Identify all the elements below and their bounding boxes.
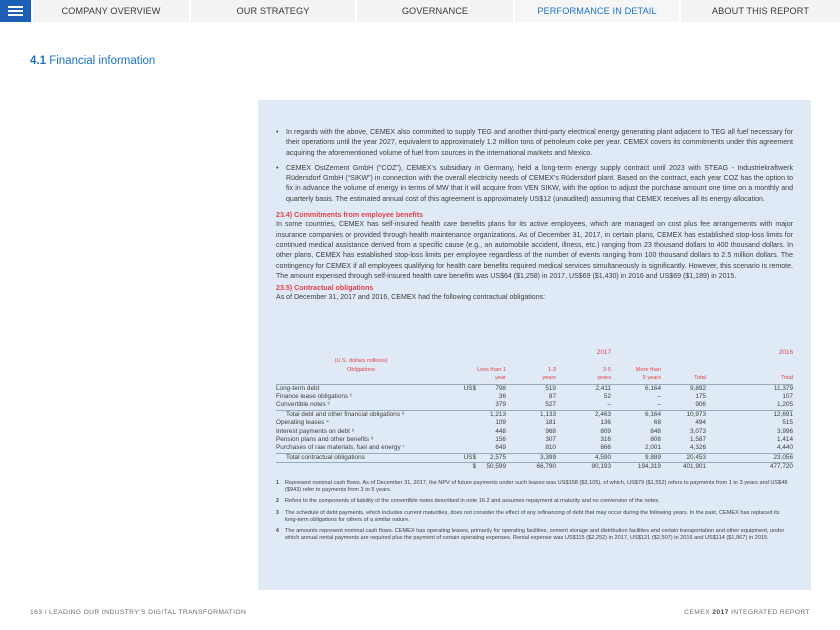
cell-cur [446, 419, 476, 427]
cell-total: 1,587 [690, 436, 706, 444]
table-row [276, 463, 793, 472]
cell-total16: 1,205 [777, 401, 793, 409]
cell-total16: 11,379 [773, 384, 793, 392]
row-label: Total contractual obligations [276, 453, 446, 462]
cell-total16: 12,691 [748, 410, 793, 419]
footnote-number: 2 [276, 498, 279, 505]
footer-year: 2017 [712, 609, 729, 616]
page-number: 163 [30, 609, 43, 616]
year-2016-header: 2016 [778, 349, 793, 356]
cell-y35: 316 [600, 436, 611, 444]
cell-total: 9,892 [690, 384, 706, 392]
cell-total16: 23,056 [748, 453, 793, 462]
tab-our-strategy[interactable]: OUR STRATEGY [191, 0, 355, 22]
cell-lt1: 448 [495, 427, 506, 435]
cell-gt5: 68 [653, 419, 661, 427]
cell-y13: 527 [545, 401, 556, 409]
cell-cur: US$ [463, 384, 476, 392]
col-35-header-2: years [597, 375, 611, 382]
cell-cur: $ [446, 463, 476, 472]
cell-y35: 4,590 [556, 453, 611, 462]
cell-gt5: 194,319 [611, 463, 661, 472]
cell-y13: 3,399 [506, 453, 556, 462]
table-row [276, 444, 793, 453]
col-gt5-header: More than [635, 366, 661, 373]
cell-total: 175 [695, 393, 706, 401]
cell-gt5: 808 [650, 436, 661, 444]
cell-lt1: 36 [498, 393, 506, 401]
obligations-header: Obligations [347, 366, 375, 373]
cell-cur [446, 428, 476, 436]
col-13-header: 1-3 [547, 366, 556, 373]
cell-gt5: 848 [650, 427, 661, 435]
col-gt5-header-2: 5 years [642, 375, 661, 382]
cell-gt5: 6,164 [645, 384, 661, 392]
footnotes [276, 480, 793, 546]
cell-spacer [706, 463, 748, 472]
footnote-number: 3 [276, 509, 279, 516]
footnote [276, 528, 793, 542]
footnote-text: Represent nominal cash flows. As of December 31, 2017, the NPV of future payments under such leases was US$158 ($3,105), of which, US$79 ($1,552) refers to payments from 1 to 3 years and US$48 ($943) refer to payments from 3 to 5 years. [285, 480, 788, 494]
footer-report-name: INTEGRATED REPORT [730, 609, 810, 616]
tab-about-this-report[interactable]: ABOUT THIS REPORT [681, 0, 840, 22]
cell-total16: 4,440 [777, 444, 793, 452]
cell-lt1: 109 [495, 419, 506, 427]
footnote-text: The schedule of debt payments, which includes current maturities, does not consider the effect of any refinancing of debt that may occur during the following years. In the past, CEMEX has replaced its long-term obligations for others of a similar nature. [285, 509, 780, 523]
cell-y35: – [607, 401, 611, 409]
footnote-number: 1 [276, 480, 279, 486]
section-title [30, 55, 155, 67]
cell-spacer [706, 444, 748, 453]
footer-brand: CEMEX [684, 609, 710, 616]
footer-left [30, 609, 246, 616]
cell-total: 10,973 [661, 410, 706, 419]
col-total-2016-header: Total [781, 375, 793, 382]
footnote-number: 4 [276, 528, 279, 535]
cell-y13: 181 [545, 419, 556, 427]
tab-performance-in-detail[interactable]: PERFORMANCE IN DETAIL [515, 0, 679, 22]
cell-spacer [706, 436, 748, 444]
cell-y13: 968 [545, 427, 556, 435]
table-row [276, 384, 793, 393]
cell-gt5: 2,001 [645, 444, 661, 452]
cell-total: 20,453 [661, 453, 706, 462]
cell-lt1: 156 [495, 436, 506, 444]
table-row [276, 419, 793, 427]
cell-y35: 866 [600, 444, 611, 452]
cell-total16: 107 [782, 393, 793, 401]
contractual-obligations-table [276, 349, 793, 472]
cell-total: 3,073 [690, 427, 706, 435]
notes-content [276, 128, 793, 304]
col-total-header: Total [694, 375, 706, 382]
year-2017-header: 2017 [596, 349, 611, 356]
cell-lt1: 798 [495, 384, 506, 392]
footnote [276, 510, 793, 524]
cell-spacer [706, 410, 748, 419]
cell-gt5: 6,164 [611, 410, 661, 419]
cell-y13: 87 [548, 393, 556, 401]
cell-total: 906 [695, 401, 706, 409]
contractual-obligations-heading: 23.5) Contractual obligations [276, 284, 374, 293]
col-lt1-header: Less than 1 [477, 366, 506, 373]
tab-governance[interactable]: GOVERNANCE [357, 0, 513, 22]
cell-gt5: – [657, 401, 661, 409]
footnote-text: Refers to the components of liability of the convertible notes described in note 16.2 and assumes repayment at maturity and no conversion of the notes. [285, 498, 660, 505]
cell-cur [446, 393, 476, 401]
cell-y13: 810 [545, 444, 556, 452]
cell-y35: 809 [600, 427, 611, 435]
cell-y35: 2,411 [595, 384, 611, 392]
row-label: Convertible notes ² [276, 401, 330, 409]
col-lt1-header-2: year [495, 375, 506, 382]
cell-spacer [706, 393, 748, 401]
cell-y13: 519 [545, 384, 556, 392]
cell-cur [446, 410, 476, 419]
cell-y13: 66,790 [506, 463, 556, 472]
cell-y35: 136 [600, 419, 611, 427]
cell-total16: 1,414 [777, 436, 793, 444]
row-label: Long-term debt [276, 384, 320, 392]
table-row [276, 410, 793, 419]
cell-lt1: 2,575 [476, 453, 506, 462]
cell-spacer [706, 453, 748, 462]
footer-right [684, 609, 810, 616]
row-label: Interest payments on debt ⁵ [276, 427, 355, 435]
row-label: Finance lease obligations ¹ [276, 393, 353, 401]
cell-lt1: 50,599 [476, 463, 506, 472]
table-row [276, 393, 793, 401]
contractual-obligations-intro: As of December 31, 2017 and 2016, CEMEX had the following contractual obligations: [276, 294, 546, 302]
tab-company-overview[interactable]: COMPANY OVERVIEW [33, 0, 189, 22]
cell-spacer [706, 401, 748, 410]
cell-spacer [706, 384, 748, 393]
cell-gt5: – [657, 393, 661, 401]
cell-y35: 2,463 [556, 410, 611, 419]
col-13-header-2: years [542, 375, 556, 382]
bullet-item: • In regards with the above, CEMEX also committed to supply TEG and another third-party electrical energy generating plant adjacent to TEG all fuel necessary for their operations until the year 2027, equivalent to approximately 1.2 million tons of petroleum coke per year. CEMEX covers its commitments under this agreement acquiring the aforementioned volume of fuel from sources in the international markets and Mexico. [276, 128, 793, 159]
cell-cur [446, 436, 476, 444]
cell-total16: 3,996 [777, 427, 793, 435]
units-header: (U.S. dollars millions) [334, 358, 388, 365]
row-label: Pension plans and other benefits ⁶ [276, 436, 374, 444]
cell-total16: 515 [782, 419, 793, 427]
footer-report-title: LEADING OUR INDUSTRY’S DIGITAL TRANSFORMATION [49, 609, 247, 616]
cell-y13: 307 [545, 436, 556, 444]
footnote-text: The amounts represent nominal cash flows. CEMEX has operating leases, primarily for operating facilities, cement storage and distribution facilities and certain transportation and other equipment, under which annual rental payments are required plus the payment of certain operating expenses. Rental expense was US$115 ($2,252) in 2017, US$121 ($2,507) in 2016 and US$114 ($1,967) in 2015. [285, 528, 785, 542]
cell-y35: 90,193 [556, 463, 611, 472]
employee-benefits-heading: 23.4) Commitments from employee benefits [276, 211, 424, 220]
cell-cur [446, 444, 476, 453]
cell-lt1: 379 [495, 401, 506, 409]
row-label: Total debt and other financial obligations ³ [276, 410, 446, 419]
footer-separator: / [44, 609, 47, 616]
cell-total: 4,326 [690, 444, 706, 452]
cell-lt1: 1,213 [476, 410, 506, 419]
top-navigation [0, 0, 840, 22]
cell-y35: 52 [603, 393, 611, 401]
cell-gt5: 9,889 [611, 453, 661, 462]
footnote [276, 498, 793, 505]
table-row [276, 401, 793, 410]
cell-y13: 1,133 [506, 410, 556, 419]
row-label: Purchases of raw materials, fuel and energy ⁷ [276, 444, 405, 452]
cell-total: 401,901 [661, 463, 706, 472]
menu-icon[interactable] [0, 0, 31, 22]
section-number: 4.1 [30, 55, 46, 67]
employee-benefits-text: In some countries, CEMEX has self-insured health care benefits plans for its active employees, which are managed on cost plus fee arrangements with major insurance companies or provided through health maintenance organizations. As of December 31, 2017, in certain plans, CEMEX has established stop-loss limits for continued medical assistance derived from a specific cause (e.g., an automobile accident, illness, etc.) ranging from 23 thousand dollars to 400 thousand dollars. In other plans, CEMEX has established stop-loss limits per employee regardless of the number of events ranging from 100 thousand dollars to 2.5 million dollars. The contingency for CEMEX if all employees qualifying for health care benefits required medical services simultaneously is significantly. However, this scenario is remote. The amount expensed through self-insured health care benefits was US$64 ($1,258) in 2017, US$69 ($1,430) in 2016 and US$69 ($1,189) in 2015. [276, 221, 793, 280]
table-row [276, 453, 793, 462]
table-row [276, 436, 793, 444]
row-label [276, 463, 446, 472]
footnote [276, 480, 793, 494]
cell-spacer [706, 428, 748, 436]
section-title-text: Financial information [49, 55, 156, 67]
cell-cur [446, 401, 476, 410]
cell-cur: US$ [446, 453, 476, 462]
cell-total16: 477,720 [748, 463, 793, 472]
row-label: Operating leases ⁴ [276, 419, 329, 427]
cell-total: 494 [695, 419, 706, 427]
cell-spacer [706, 419, 748, 427]
cell-lt1: 649 [495, 444, 506, 452]
col-35-header: 3-5 [602, 366, 611, 373]
bullet-item: • CEMEX OstZement GmbH (“COZ”), CEMEX’s subsidiary in Germany, held a long-term energy supply contract until 2023 with STEAG - Industriekraftwerk Rüdersdorf GmbH (“SIKW”) in connection with the overall electricity needs of CEMEX’s Rüdersdorf plant. Based on the contract, each year COZ has the option to fix in advance the volume of energy in terms of MW that it will acquire from VEN SIKW, with the option to adjust the purchase amount one time on a monthly and quarterly basis. The estimated annual cost of this agreement is approximately US$12 (unaudited) assuming that CEMEX receives all its energy allocation. [276, 164, 793, 205]
table-row [276, 428, 793, 436]
